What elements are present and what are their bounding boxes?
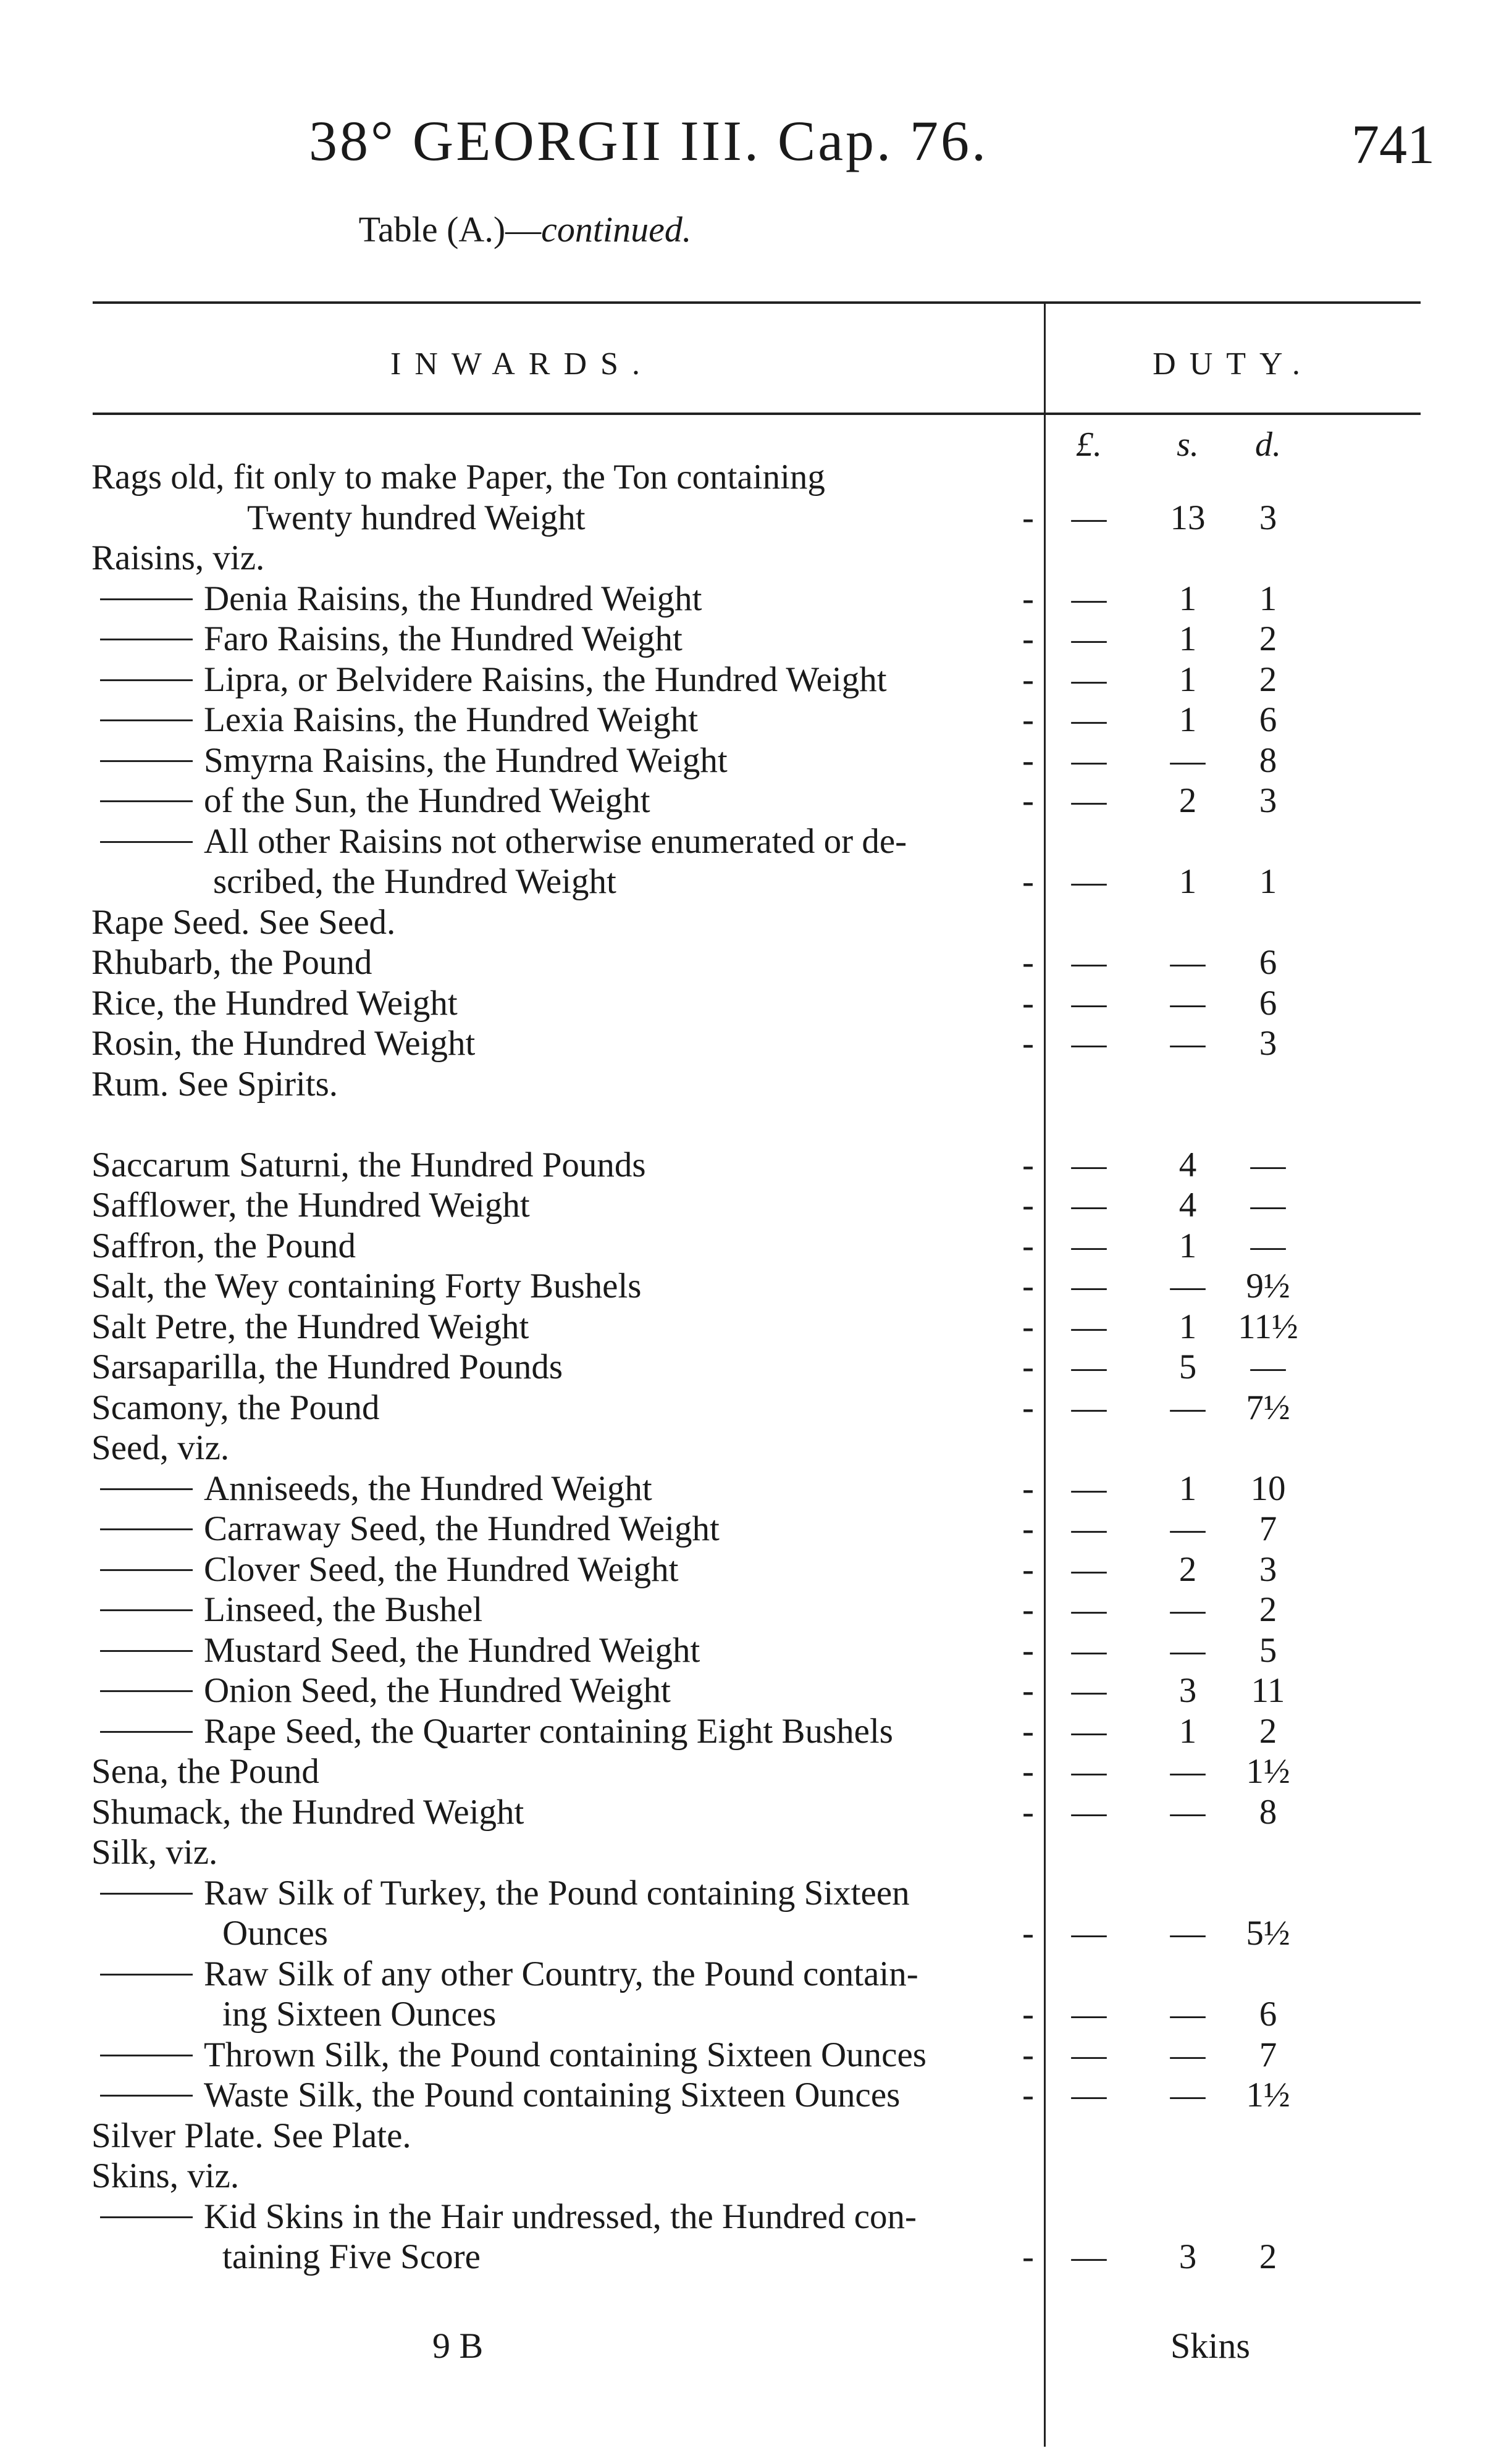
- row-label: Rum. See Spirits.: [91, 1064, 338, 1104]
- duty-cell: [1046, 2075, 1421, 2116]
- duty-cell: [1046, 1469, 1421, 1509]
- leader-dash: -: [1022, 1995, 1034, 2034]
- duty-pence: 2: [1259, 1711, 1277, 1751]
- ditto-dash: [100, 679, 193, 681]
- duty-shillings: —: [1170, 1388, 1206, 1427]
- table-row: [0, 1509, 1504, 1549]
- leader-dash: -: [1022, 1711, 1034, 1751]
- duty-shillings: 5: [1178, 1347, 1197, 1386]
- table-row: [0, 660, 1504, 700]
- row-label: Twenty hundred Weight: [247, 498, 586, 537]
- duty-cell: [1046, 1832, 1421, 1873]
- table-row: [0, 2156, 1504, 2197]
- duty-pence: —: [1250, 1145, 1286, 1184]
- duty-shillings: 2: [1178, 1549, 1197, 1589]
- duty-pounds: —: [1071, 1186, 1107, 1225]
- row-label: Smyrna Raisins, the Hundred Weight: [204, 740, 728, 780]
- table-caption: [0, 209, 1050, 250]
- duty-cell: [1046, 457, 1421, 498]
- row-label: Rhubarb, the Pound: [91, 943, 372, 982]
- ditto-dash: [100, 1609, 193, 1611]
- duty-pounds: —: [1071, 2237, 1107, 2276]
- ditto-dash: [100, 1569, 193, 1571]
- duty-pounds: —: [1071, 619, 1107, 658]
- duty-cell: [1046, 1670, 1421, 1711]
- row-label: Ounces: [222, 1914, 328, 1953]
- duty-cell: [1046, 619, 1421, 660]
- signature-mark: 9 B: [432, 2326, 484, 2366]
- table-row: [0, 1994, 1504, 2035]
- duty-shillings: 4: [1178, 1186, 1197, 1225]
- table-row: [0, 498, 1504, 538]
- table-row: [0, 1185, 1504, 1226]
- duty-cell: [1046, 2197, 1421, 2237]
- duty-pence: 2: [1259, 1590, 1277, 1629]
- duty-cell: [1046, 1751, 1421, 1792]
- duty-pounds: —: [1071, 1307, 1107, 1346]
- duty-pence: 1: [1259, 862, 1277, 901]
- duty-pounds: —: [1071, 2035, 1107, 2074]
- row-label: Saccarum Saturni, the Hundred Pounds: [91, 1145, 646, 1184]
- row-label: scribed, the Hundred Weight: [213, 862, 616, 901]
- duty-pence: 2: [1259, 660, 1277, 699]
- leader-dash: -: [1022, 1347, 1034, 1386]
- duty-pence: —: [1250, 1226, 1286, 1265]
- duty-pounds: —: [1071, 1469, 1107, 1508]
- ditto-dash: [100, 1974, 193, 1976]
- table-row: [0, 1104, 1504, 1145]
- duty-pence: 3: [1259, 1549, 1277, 1589]
- leader-dash: -: [1022, 579, 1034, 618]
- duty-shillings: —: [1170, 943, 1206, 982]
- duty-pounds: —: [1071, 1145, 1107, 1184]
- duty-cell: [1046, 1590, 1421, 1630]
- duty-pence: 1½: [1246, 2076, 1290, 2114]
- table-row: [0, 1428, 1504, 1469]
- row-label: All other Raisins not otherwise enumerated or de-: [204, 821, 907, 861]
- row-label: Rosin, the Hundred Weight: [91, 1024, 476, 1063]
- leader-dash: -: [1022, 498, 1034, 537]
- row-label: Kid Skins in the Hair undressed, the Hundred con-: [204, 2197, 917, 2236]
- duty-cell: [1046, 2035, 1421, 2076]
- duty-pounds: —: [1071, 1226, 1107, 1265]
- duty-shillings: —: [1170, 1792, 1206, 1832]
- row-label: Silver Plate. See Plate.: [91, 2116, 411, 2155]
- ditto-dash: [100, 1731, 193, 1733]
- duty-cell: [1046, 740, 1421, 781]
- table-row: [0, 983, 1504, 1024]
- leader-dash: -: [1022, 1752, 1034, 1791]
- duty-pounds: —: [1071, 579, 1107, 618]
- unit-shillings: s.: [1177, 425, 1199, 464]
- duty-shillings: —: [1170, 2076, 1206, 2114]
- duty-pence: 7½: [1246, 1388, 1290, 1427]
- duty-shillings: 3: [1178, 1671, 1197, 1710]
- row-label: Lexia Raisins, the Hundred Weight: [204, 700, 699, 739]
- ditto-dash: [100, 2055, 193, 2056]
- duty-pence: 7: [1259, 2035, 1277, 2074]
- row-label: Salt, the Wey containing Forty Bushels: [91, 1267, 642, 1305]
- row-label: taining Five Score: [222, 2237, 481, 2276]
- duty-cell: [1046, 902, 1421, 943]
- leader-dash: -: [1022, 862, 1034, 901]
- row-label: Sena, the Pound: [91, 1752, 319, 1791]
- row-label: Sarsaparilla, the Hundred Pounds: [91, 1347, 563, 1386]
- table-row: [0, 700, 1504, 740]
- duty-pounds: —: [1071, 983, 1107, 1023]
- duty-cell: [1046, 1307, 1421, 1347]
- duty-shillings: —: [1170, 983, 1206, 1023]
- table-row: [0, 2197, 1504, 2237]
- duty-pence: 5: [1259, 1630, 1277, 1670]
- duty-cell: [1046, 1023, 1421, 1064]
- row-label: Waste Silk, the Pound containing Sixteen Ounces: [204, 2076, 901, 2114]
- duty-pounds: —: [1071, 1549, 1107, 1589]
- duty-cell: [1046, 660, 1421, 700]
- duty-cell: [1046, 1347, 1421, 1388]
- table-row: [0, 861, 1504, 902]
- leader-dash: -: [1022, 660, 1034, 699]
- column-header-duty: DUTY.: [1153, 346, 1314, 382]
- duty-pounds: —: [1071, 1671, 1107, 1710]
- duty-pence: 7: [1259, 1509, 1277, 1548]
- page-footer: [0, 2325, 1504, 2374]
- duty-pounds: —: [1071, 1914, 1107, 1953]
- duty-shillings: 1: [1178, 1711, 1197, 1751]
- leader-dash: -: [1022, 2237, 1034, 2276]
- catchword: Skins: [1170, 2326, 1250, 2366]
- duty-pounds: —: [1071, 943, 1107, 982]
- duty-cell: [1046, 1145, 1421, 1186]
- table-row: [0, 1347, 1504, 1388]
- duty-shillings: 2: [1178, 781, 1197, 820]
- ditto-dash: [100, 760, 193, 762]
- leader-dash: -: [1022, 1671, 1034, 1710]
- duty-shillings: —: [1170, 1630, 1206, 1670]
- ditto-dash: [100, 2095, 193, 2097]
- duty-pounds: —: [1071, 1995, 1107, 2034]
- row-label: Raisins, viz.: [91, 538, 265, 577]
- duty-cell: [1046, 1266, 1421, 1307]
- table-row: [0, 619, 1504, 660]
- duty-cell: [1046, 1711, 1421, 1752]
- duty-pence: —: [1250, 1347, 1286, 1386]
- duty-shillings: 1: [1178, 700, 1197, 739]
- row-label: Shumack, the Hundred Weight: [91, 1792, 524, 1832]
- row-label: Rags old, fit only to make Paper, the Ton containing: [91, 458, 825, 497]
- table-row: [0, 942, 1504, 983]
- duty-cell: [1046, 1792, 1421, 1833]
- duty-pounds: —: [1071, 2076, 1107, 2114]
- duty-pounds: —: [1071, 1711, 1107, 1751]
- duty-cell: [1046, 1428, 1421, 1469]
- duty-shillings: 1: [1178, 579, 1197, 618]
- duty-shillings: —: [1170, 1024, 1206, 1063]
- table-row: [0, 1954, 1504, 1995]
- duty-cell: [1046, 983, 1421, 1024]
- row-label: Raw Silk of any other Country, the Pound contain-: [204, 1954, 918, 1993]
- row-label: Rape Seed. See Seed.: [91, 902, 396, 942]
- table-row: [0, 1670, 1504, 1711]
- row-label: Rice, the Hundred Weight: [91, 983, 458, 1023]
- duty-shillings: 1: [1178, 1226, 1197, 1265]
- row-label: Carraway Seed, the Hundred Weight: [204, 1509, 720, 1548]
- row-label: of the Sun, the Hundred Weight: [204, 781, 650, 820]
- duty-cell: [1046, 1509, 1421, 1549]
- table-row: [0, 1873, 1504, 1914]
- leader-dash: -: [1022, 983, 1034, 1023]
- ditto-dash: [100, 1690, 193, 1692]
- ditto-dash: [100, 1488, 193, 1490]
- table-row: [0, 1064, 1504, 1105]
- duty-cell: [1046, 1064, 1421, 1105]
- duty-pence: 2: [1259, 619, 1277, 658]
- ditto-dash: [100, 719, 193, 721]
- duty-shillings: 4: [1178, 1145, 1197, 1184]
- leader-dash: -: [1022, 1914, 1034, 1953]
- row-label: Safflower, the Hundred Weight: [91, 1186, 530, 1225]
- table-row: [0, 457, 1504, 498]
- ditto-dash: [100, 1650, 193, 1652]
- duty-shillings: 3: [1178, 2237, 1197, 2276]
- duty-pounds: —: [1071, 1590, 1107, 1629]
- ditto-dash: [100, 800, 193, 802]
- table-row: [0, 2075, 1504, 2116]
- table-row: [0, 1145, 1504, 1186]
- duty-pence: 1½: [1246, 1752, 1290, 1791]
- table-row: [0, 1630, 1504, 1671]
- table-caption-continued: continued.: [541, 209, 692, 249]
- duty-pounds: —: [1071, 1388, 1107, 1427]
- duty-pence: 11: [1251, 1671, 1285, 1710]
- duty-pence: 3: [1259, 498, 1277, 537]
- table-row: [0, 2237, 1504, 2278]
- duty-pence: 3: [1259, 781, 1277, 820]
- table-row: [0, 1549, 1504, 1590]
- table-row: [0, 538, 1504, 579]
- duty-shillings: 1: [1178, 1307, 1197, 1346]
- duty-cell: [1046, 1388, 1421, 1428]
- row-label: Rape Seed, the Quarter containing Eight Bushels: [204, 1711, 893, 1751]
- table-row: [0, 781, 1504, 821]
- leader-dash: -: [1022, 1145, 1034, 1184]
- ditto-dash: [100, 639, 193, 640]
- duty-pence: 10: [1250, 1469, 1286, 1508]
- duty-cell: [1046, 2237, 1421, 2278]
- duty-cell: [1046, 861, 1421, 902]
- duty-shillings: —: [1170, 2035, 1206, 2074]
- table-row: [0, 1469, 1504, 1509]
- duty-pounds: —: [1071, 862, 1107, 901]
- running-title: 38° GEORGII III. Cap. 76.: [309, 109, 989, 172]
- duty-pence: 1: [1259, 579, 1277, 618]
- duty-shillings: 1: [1178, 619, 1197, 658]
- row-label: Saffron, the Pound: [91, 1226, 356, 1265]
- row-label: Anniseeds, the Hundred Weight: [204, 1469, 652, 1508]
- duty-pounds: —: [1071, 740, 1107, 780]
- duty-pounds: —: [1071, 1347, 1107, 1386]
- row-label: Raw Silk of Turkey, the Pound containing Sixteen: [204, 1873, 910, 1913]
- leader-dash: -: [1022, 1024, 1034, 1063]
- ditto-dash: [100, 2216, 193, 2218]
- leader-dash: -: [1022, 1469, 1034, 1508]
- duty-shillings: —: [1170, 1752, 1206, 1791]
- duty-cell: [1046, 579, 1421, 619]
- leader-dash: -: [1022, 943, 1034, 982]
- table-header-rule: [93, 413, 1421, 415]
- duty-shillings: —: [1170, 1267, 1206, 1305]
- duty-shillings: —: [1170, 1509, 1206, 1548]
- duty-pence: 9½: [1246, 1267, 1290, 1305]
- duty-shillings: 1: [1178, 1469, 1197, 1508]
- duty-pounds: —: [1071, 1267, 1107, 1305]
- leader-dash: -: [1022, 1630, 1034, 1670]
- leader-dash: -: [1022, 740, 1034, 780]
- duty-cell: [1046, 1954, 1421, 1995]
- duty-cell: [1046, 942, 1421, 983]
- table-row: [0, 1388, 1504, 1428]
- row-label: Linseed, the Bushel: [204, 1590, 483, 1629]
- duty-pence: —: [1250, 1186, 1286, 1225]
- duty-cell: [1046, 700, 1421, 740]
- duty-cell: [1046, 1226, 1421, 1267]
- duty-cell: [1046, 781, 1421, 821]
- table-top-rule: [93, 301, 1421, 304]
- duty-cell: [1046, 1913, 1421, 1954]
- duty-pounds: —: [1071, 1024, 1107, 1063]
- ditto-dash: [100, 1893, 193, 1895]
- leader-dash: -: [1022, 2035, 1034, 2074]
- page-number: 741: [1351, 114, 1435, 175]
- row-label: Faro Raisins, the Hundred Weight: [204, 619, 683, 658]
- leader-dash: -: [1022, 781, 1034, 820]
- duty-pence: 8: [1259, 740, 1277, 780]
- leader-dash: -: [1022, 1267, 1034, 1305]
- ditto-dash: [100, 598, 193, 600]
- duty-pounds: —: [1071, 660, 1107, 699]
- row-label: Clover Seed, the Hundred Weight: [204, 1549, 679, 1589]
- leader-dash: -: [1022, 700, 1034, 739]
- table-row: [0, 1832, 1504, 1873]
- table-row: [0, 2035, 1504, 2076]
- leader-dash: -: [1022, 1307, 1034, 1346]
- table-row: [0, 821, 1504, 862]
- duty-shillings: 1: [1178, 660, 1197, 699]
- column-header-inwards: INWARDS.: [390, 346, 653, 382]
- duty-pence: 6: [1259, 943, 1277, 982]
- duty-pounds: —: [1071, 1792, 1107, 1832]
- table-row: [0, 1711, 1504, 1752]
- duty-shillings: 1: [1178, 862, 1197, 901]
- table-body: [0, 457, 1504, 2278]
- duty-cell: [1046, 1873, 1421, 1914]
- table-row: [0, 1266, 1504, 1307]
- duty-pounds: —: [1071, 1630, 1107, 1670]
- duty-cell: [1046, 1549, 1421, 1590]
- duty-pence: 6: [1259, 700, 1277, 739]
- table-row: [0, 1913, 1504, 1954]
- duty-pence: 2: [1259, 2237, 1277, 2276]
- duty-cell: [1046, 498, 1421, 538]
- duty-cell: [1046, 1630, 1421, 1671]
- leader-dash: -: [1022, 1509, 1034, 1548]
- duty-pounds: —: [1071, 781, 1107, 820]
- duty-pounds: —: [1071, 1509, 1107, 1548]
- leader-dash: -: [1022, 2076, 1034, 2114]
- table-row: [0, 1023, 1504, 1064]
- table-row: [0, 1226, 1504, 1267]
- duty-pence: 6: [1259, 983, 1277, 1023]
- leader-dash: -: [1022, 619, 1034, 658]
- table-row: [0, 1751, 1504, 1792]
- duty-pence: 11½: [1238, 1307, 1298, 1346]
- duty-cell: [1046, 821, 1421, 862]
- table-caption-label: Table (A.)—: [358, 209, 542, 249]
- duty-shillings: —: [1170, 1914, 1206, 1953]
- unit-pence: d.: [1255, 425, 1281, 464]
- row-label: ing Sixteen Ounces: [222, 1995, 497, 2034]
- leader-dash: -: [1022, 1388, 1034, 1427]
- duty-cell: [1046, 2116, 1421, 2156]
- leader-dash: -: [1022, 1226, 1034, 1265]
- table-row: [0, 740, 1504, 781]
- row-label: Salt Petre, the Hundred Weight: [91, 1307, 529, 1346]
- row-label: Seed, viz.: [91, 1428, 230, 1467]
- duty-cell: [1046, 2156, 1421, 2197]
- duty-shillings: —: [1170, 740, 1206, 780]
- leader-dash: -: [1022, 1549, 1034, 1589]
- row-label: Skins, viz.: [91, 2156, 240, 2195]
- table-row: [0, 1792, 1504, 1833]
- table-row: [0, 1590, 1504, 1630]
- page-header: [0, 108, 1504, 195]
- duty-cell: [1046, 1994, 1421, 2035]
- table-row: [0, 902, 1504, 943]
- leader-dash: -: [1022, 1792, 1034, 1832]
- duty-pounds: —: [1071, 700, 1107, 739]
- table-row: [0, 2116, 1504, 2156]
- duty-pence: 5½: [1246, 1914, 1290, 1953]
- row-label: Mustard Seed, the Hundred Weight: [204, 1630, 700, 1670]
- duty-shillings: 13: [1170, 498, 1206, 537]
- duty-pence: 3: [1259, 1024, 1277, 1063]
- row-label: Scamony, the Pound: [91, 1388, 380, 1427]
- table-row: [0, 1307, 1504, 1347]
- duty-pounds: —: [1071, 498, 1107, 537]
- row-label: Silk, viz.: [91, 1833, 218, 1872]
- leader-dash: -: [1022, 1186, 1034, 1225]
- duty-pence: 6: [1259, 1995, 1277, 2034]
- duty-cell: [1046, 1185, 1421, 1226]
- table-row: [0, 579, 1504, 619]
- unit-pounds: £.: [1076, 425, 1102, 464]
- row-label: Thrown Silk, the Pound containing Sixteen Ounces: [204, 2035, 926, 2074]
- ditto-dash: [100, 841, 193, 843]
- row-label: Lipra, or Belvidere Raisins, the Hundred Weight: [204, 660, 887, 699]
- leader-dash: -: [1022, 1590, 1034, 1629]
- row-label: Denia Raisins, the Hundred Weight: [204, 579, 702, 618]
- ditto-dash: [100, 1528, 193, 1530]
- duty-shillings: —: [1170, 1995, 1206, 2034]
- row-label: Onion Seed, the Hundred Weight: [204, 1671, 671, 1710]
- duty-pounds: —: [1071, 1752, 1107, 1791]
- duty-pence: 8: [1259, 1792, 1277, 1832]
- duty-cell: [1046, 538, 1421, 579]
- duty-shillings: —: [1170, 1590, 1206, 1629]
